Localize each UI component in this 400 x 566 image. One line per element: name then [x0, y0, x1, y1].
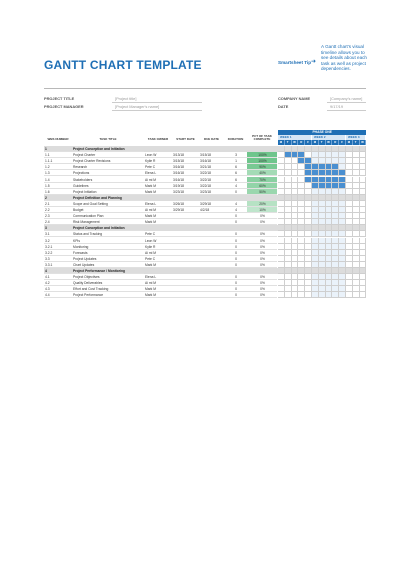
cell-owner: Pete C — [144, 164, 172, 170]
gantt-day-cell[interactable] — [292, 292, 299, 298]
cell-wbs: 4.4 — [44, 292, 72, 298]
cell-owner: Mark M — [144, 183, 172, 189]
cell-duration: 0 — [224, 286, 247, 292]
gantt-day-cell[interactable] — [285, 292, 292, 298]
gantt-day-cell[interactable] — [332, 292, 339, 298]
day-header: T — [353, 140, 360, 145]
cell-title: Project Initiation — [72, 189, 144, 195]
cell-duration: 3 — [224, 152, 247, 158]
column-header: DUE DATE — [203, 136, 220, 141]
cell-title: Monitoring — [72, 244, 144, 250]
cell-wbs: 3.2 — [44, 238, 72, 244]
smartsheet-tip-text: A Gantt chart's visual timeline allows you to see details about each task as well as project dependencies. — [321, 44, 367, 72]
cell-owner: Mark M — [144, 213, 172, 219]
cell-wbs: 2.4 — [44, 219, 72, 225]
cell-duration: 0 — [224, 280, 247, 286]
day-header: M — [312, 140, 319, 145]
project-title-field[interactable]: [Project title] — [115, 96, 137, 101]
cell-title: Budget — [72, 207, 144, 213]
cell-wbs: 1 — [44, 146, 72, 152]
cell-title: Project Charter — [72, 152, 144, 158]
cell-owner: Kylie R — [144, 158, 172, 164]
cell-title: Project Conception and Initiation — [72, 225, 144, 231]
date-field[interactable]: 9/17/19 — [330, 104, 343, 109]
cell-wbs: 2.1 — [44, 201, 72, 207]
cell-pct: 0% — [247, 219, 277, 225]
cell-owner: Ai mi M — [144, 207, 172, 213]
cell-wbs: 1.2 — [44, 164, 72, 170]
task-row[interactable] — [44, 292, 366, 298]
cell-start: 3/23/18 — [172, 189, 199, 195]
cell-pct: 0% — [247, 292, 277, 298]
cell-duration: 6 — [224, 164, 247, 170]
cell-wbs: 1.1.1 — [44, 158, 72, 164]
cell-title: Project Definition and Planning — [72, 195, 144, 201]
page-title: GANTT CHART TEMPLATE — [44, 58, 202, 72]
cell-pct: 60% — [247, 183, 277, 189]
company-name-label: COMPANY NAME — [278, 96, 311, 101]
cell-pct: 40% — [247, 170, 277, 176]
cell-duration: 0 — [224, 256, 247, 262]
cell-wbs: 3.2.2 — [44, 250, 72, 256]
cell-title: Project Charter Revisions — [72, 158, 144, 164]
cell-owner: Mark M — [144, 189, 172, 195]
cell-pct: 90% — [247, 164, 277, 170]
cell-pct: 100% — [247, 152, 277, 158]
column-header: PCT OF TASK COMPLETE — [252, 133, 272, 142]
cell-wbs: 4 — [44, 268, 72, 274]
cell-pct: 0% — [247, 238, 277, 244]
cell-owner: Leon W — [144, 152, 172, 158]
cell-duration: 4 — [224, 207, 247, 213]
cell-start: 3/13/18 — [172, 152, 199, 158]
cell-wbs: 3 — [44, 225, 72, 231]
company-name-field[interactable]: [Company's name] — [330, 96, 363, 101]
cell-wbs: 1.5 — [44, 183, 72, 189]
arrow-right-icon: ➜ — [311, 59, 317, 65]
cell-due: 3/29/18 — [199, 201, 224, 207]
cell-pct: 0% — [247, 280, 277, 286]
cell-start: 3/19/18 — [172, 183, 199, 189]
date-label: DATE — [278, 104, 289, 109]
day-header: R — [332, 140, 339, 145]
cell-duration: 0 — [224, 262, 247, 268]
field-underline — [327, 110, 366, 111]
cell-start: 3/29/18 — [172, 207, 199, 213]
cell-duration: 0 — [224, 231, 247, 237]
cell-duration: 4 — [224, 183, 247, 189]
cell-pct: 0% — [247, 256, 277, 262]
day-header: M — [278, 140, 285, 145]
day-header: F — [305, 140, 312, 145]
cell-title: Project Conception and Initiation — [72, 146, 144, 152]
cell-due: 3/22/18 — [199, 170, 224, 176]
cell-wbs: 4.1 — [44, 274, 72, 280]
cell-title: Chart Updates — [72, 262, 144, 268]
cell-due: 3/21/18 — [199, 164, 224, 170]
cell-pct: 50% — [247, 189, 277, 195]
cell-owner: Mark M — [144, 286, 172, 292]
cell-title: Project Updates — [72, 256, 144, 262]
cell-pct: 0% — [247, 262, 277, 268]
cell-owner: Kylie R — [144, 244, 172, 250]
gantt-day-cell[interactable] — [298, 292, 305, 298]
cell-due: 3/15/18 — [199, 152, 224, 158]
field-underline — [112, 102, 202, 103]
cell-duration: 1 — [224, 158, 247, 164]
field-underline — [112, 110, 202, 111]
cell-owner: Pete C — [144, 256, 172, 262]
cell-pct: 70% — [247, 177, 277, 183]
column-header: WBS NUMBER — [47, 136, 69, 141]
cell-owner: Ai mi M — [144, 280, 172, 286]
cell-owner: Elena L — [144, 170, 172, 176]
cell-due: 3/22/18 — [199, 183, 224, 189]
week-header: WEEK 1 — [278, 135, 312, 140]
column-header: DURATION — [227, 136, 244, 141]
gantt-day-cell[interactable] — [353, 292, 360, 298]
week-header: WEEK 3 — [346, 135, 366, 140]
cell-pct: 0% — [247, 250, 277, 256]
cell-title: Guidelines — [72, 183, 144, 189]
cell-pct: 0% — [247, 274, 277, 280]
cell-wbs: 1.1 — [44, 152, 72, 158]
cell-pct: 0% — [247, 213, 277, 219]
cell-duration: 6 — [224, 177, 247, 183]
cell-wbs: 4.2 — [44, 280, 72, 286]
cell-start: 3/16/18 — [172, 164, 199, 170]
day-header: W — [326, 140, 333, 145]
cell-wbs: 2.3 — [44, 213, 72, 219]
cell-start — [172, 292, 199, 298]
cell-duration: 6 — [224, 170, 247, 176]
cell-due: 3/16/18 — [199, 158, 224, 164]
cell-title: Project Performance — [72, 292, 144, 298]
cell-title: Scope and Goal Setting — [72, 201, 144, 207]
cell-owner: Mark M — [144, 292, 172, 298]
cell-title: Projections — [72, 170, 144, 176]
phase-header: PHASE ONE — [278, 130, 366, 135]
cell-duration: 0 — [224, 238, 247, 244]
gantt-day-cell[interactable] — [278, 292, 285, 298]
cell-wbs: 3.2.1 — [44, 244, 72, 250]
project-title-label: PROJECT TITLE — [44, 96, 75, 101]
cell-due — [199, 292, 224, 298]
cell-duration: 0 — [224, 219, 247, 225]
day-header: W — [360, 140, 367, 145]
cell-wbs: 1.6 — [44, 189, 72, 195]
cell-title: Quality Deliverables — [72, 280, 144, 286]
cell-owner: Pete C — [144, 231, 172, 237]
field-underline — [327, 102, 366, 103]
cell-pct: 20% — [247, 201, 277, 207]
cell-title: Research — [72, 164, 144, 170]
cell-duration: 0 — [224, 274, 247, 280]
header-rule — [44, 88, 366, 89]
day-header: M — [346, 140, 353, 145]
gantt-day-cell[interactable] — [312, 292, 319, 298]
cell-title: Status and Tracking — [72, 231, 144, 237]
cell-start: 3/26/18 — [172, 201, 199, 207]
cell-wbs: 2 — [44, 195, 72, 201]
cell-title: Risk Management — [72, 219, 144, 225]
cell-wbs: 3.3 — [44, 256, 72, 262]
cell-start: 3/16/18 — [172, 177, 199, 183]
cell-wbs: 2.2 — [44, 207, 72, 213]
cell-start: 3/16/18 — [172, 170, 199, 176]
cell-title: KPIs — [72, 238, 144, 244]
cell-due: 3/23/18 — [199, 189, 224, 195]
cell-title: Forecasts — [72, 250, 144, 256]
cell-due: 3/22/18 — [199, 177, 224, 183]
cell-duration: 0 — [224, 292, 247, 298]
gantt-day-cell[interactable] — [326, 292, 333, 298]
cell-duration: 0 — [224, 213, 247, 219]
cell-owner: Ai mi M — [144, 250, 172, 256]
cell-pct: 0% — [247, 231, 277, 237]
cell-wbs: 3.1 — [44, 231, 72, 237]
day-header: T — [285, 140, 292, 145]
cell-owner: Ai mi M — [144, 177, 172, 183]
column-header: TASK OWNER — [147, 136, 169, 141]
cell-pct: 100% — [247, 158, 277, 164]
cell-duration: 0 — [224, 244, 247, 250]
cell-owner: Leon W — [144, 238, 172, 244]
cell-pct: 0% — [247, 286, 277, 292]
cell-pct: 10% — [247, 207, 277, 213]
cell-duration: 4 — [224, 201, 247, 207]
gantt-day-cell[interactable] — [339, 292, 346, 298]
gantt-day-cell[interactable] — [319, 292, 326, 298]
cell-due: 4/2/18 — [199, 207, 224, 213]
cell-duration: 0 — [224, 189, 247, 195]
cell-start: 3/15/18 — [172, 158, 199, 164]
cell-wbs: 1.3 — [44, 170, 72, 176]
cell-title: Project Objectives — [72, 274, 144, 280]
cell-title: Stakeholders — [72, 177, 144, 183]
cell-owner: Elena L — [144, 201, 172, 207]
column-header: START DATE — [176, 136, 195, 141]
cell-duration: 0 — [224, 250, 247, 256]
day-header: R — [298, 140, 305, 145]
cell-owner: Elena L — [144, 274, 172, 280]
smartsheet-tip-label[interactable]: Smartsheet Tip — [278, 60, 312, 65]
cell-wbs: 4.3 — [44, 286, 72, 292]
gantt-day-cell[interactable] — [360, 292, 367, 298]
project-manager-label: PROJECT MANAGER — [44, 104, 84, 109]
cell-pct: 0% — [247, 244, 277, 250]
cell-title: Project Performance / Monitoring — [72, 268, 144, 274]
cell-owner: Mark M — [144, 219, 172, 225]
gantt-day-cell[interactable] — [346, 292, 353, 298]
day-header: T — [319, 140, 326, 145]
week-header: WEEK 2 — [312, 135, 346, 140]
day-header: F — [339, 140, 346, 145]
cell-wbs: 3.3.1 — [44, 262, 72, 268]
column-header: TASK TITLE — [99, 136, 117, 141]
day-header: W — [292, 140, 299, 145]
gantt-day-cell[interactable] — [305, 292, 312, 298]
cell-wbs: 1.4 — [44, 177, 72, 183]
cell-title: Effort and Cost Tracking — [72, 286, 144, 292]
cell-title: Communication Plan — [72, 213, 144, 219]
cell-owner: Mark M — [144, 262, 172, 268]
project-manager-field[interactable]: [Project Manager's name] — [115, 104, 160, 109]
